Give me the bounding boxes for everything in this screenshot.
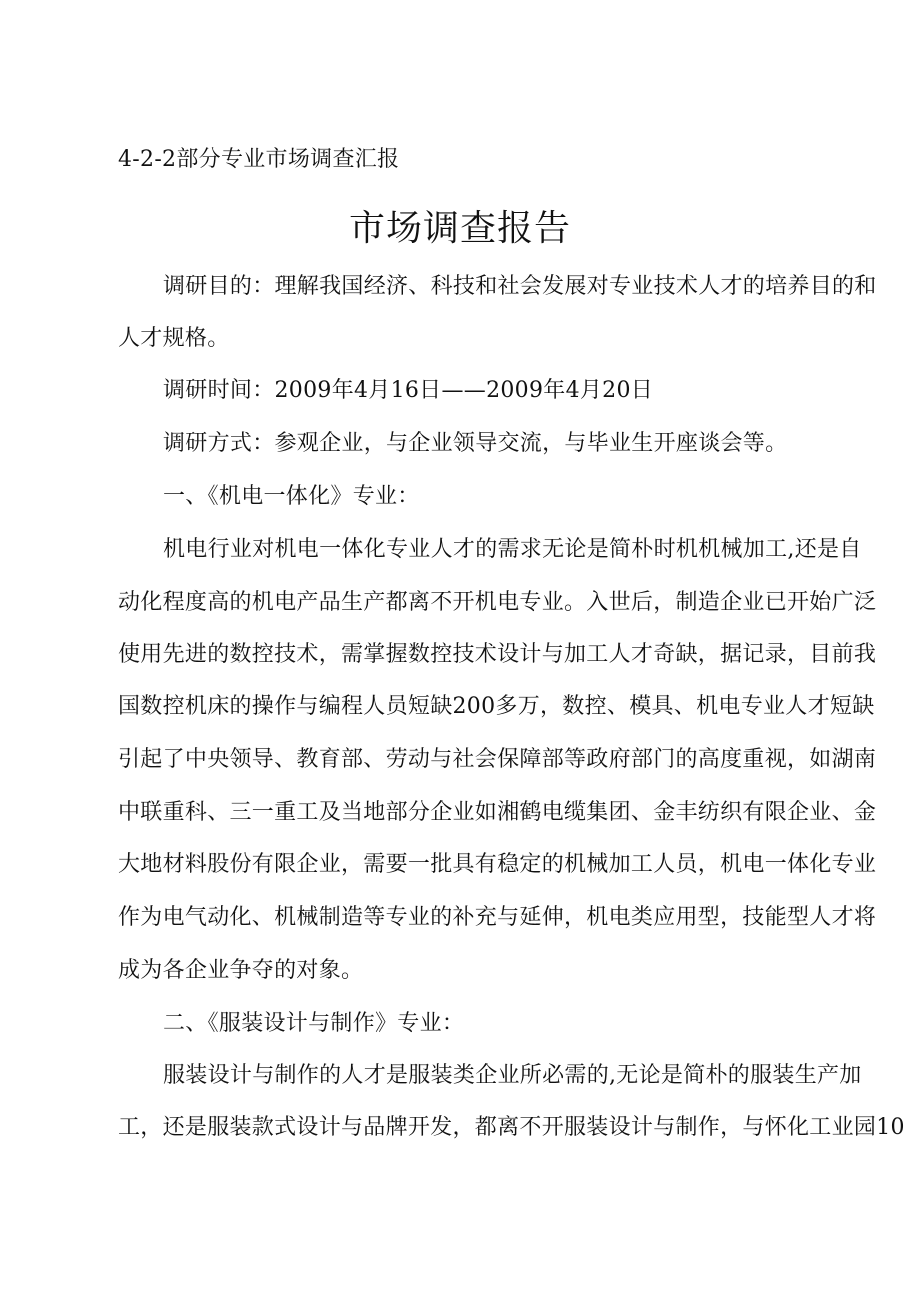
paragraph-line: 成为各企业争夺的对象。 <box>118 958 364 983</box>
paragraph-line: 作为电气动化、机械制造等专业的补充与延伸，机电类应用型，技能型人才将 <box>118 905 877 930</box>
time-line: 调研时间：2009年4月16日——2009年4月20日 <box>163 378 654 403</box>
paragraph-line: 国数控机床的操作与编程人员短缺200多万，数控、模具、机电专业人才短缺 <box>118 694 875 719</box>
section-label: 4-2-2部分专业市场调查汇报 <box>118 147 400 172</box>
purpose-line-2: 人才规格。 <box>118 326 230 351</box>
paragraph-line: 机电行业对机电一体化专业人才的需求无论是简朴时机机械加工,还是自 <box>163 537 862 562</box>
method-line: 调研方式：参观企业，与企业领导交流，与毕业生开座谈会等。 <box>163 431 788 456</box>
document-title: 市场调查报告 <box>348 208 571 249</box>
paragraph-line: 引起了中央领导、教育部、劳动与社会保障部等政府部门的高度重视，如湖南 <box>118 747 877 772</box>
paragraph-line: 动化程度高的机电产品生产都离不开机电专业。入世后，制造企业已开始广泛 <box>118 590 877 615</box>
paragraph-line: 服装设计与制作的人才是服装类企业所必需的,无论是简朴的服装生产加 <box>163 1063 862 1088</box>
purpose-line-1: 调研目的：理解我国经济、科技和社会发展对专业技术人才的培养目的和 <box>163 274 877 299</box>
paragraph-line: 使用先进的数控技术，需掌握数控技术设计与加工人才奇缺，据记录，目前我 <box>118 642 877 667</box>
paragraph-line: 中联重科、三一重工及当地部分企业如湘鹤电缆集团、金丰纺织有限企业、金 <box>118 800 877 825</box>
section-heading-fashion: 二、《服装设计与制作》专业： <box>163 1011 465 1036</box>
paragraph-line: 工，还是服装款式设计与品牌开发，都离不开服装设计与制作，与怀化工业园10 <box>118 1115 905 1140</box>
section-heading-mechatronics: 一、《机电一体化》专业： <box>163 484 420 509</box>
paragraph-line: 大地材料股份有限企业，需要一批具有稳定的机械加工人员，机电一体化专业 <box>118 852 877 877</box>
